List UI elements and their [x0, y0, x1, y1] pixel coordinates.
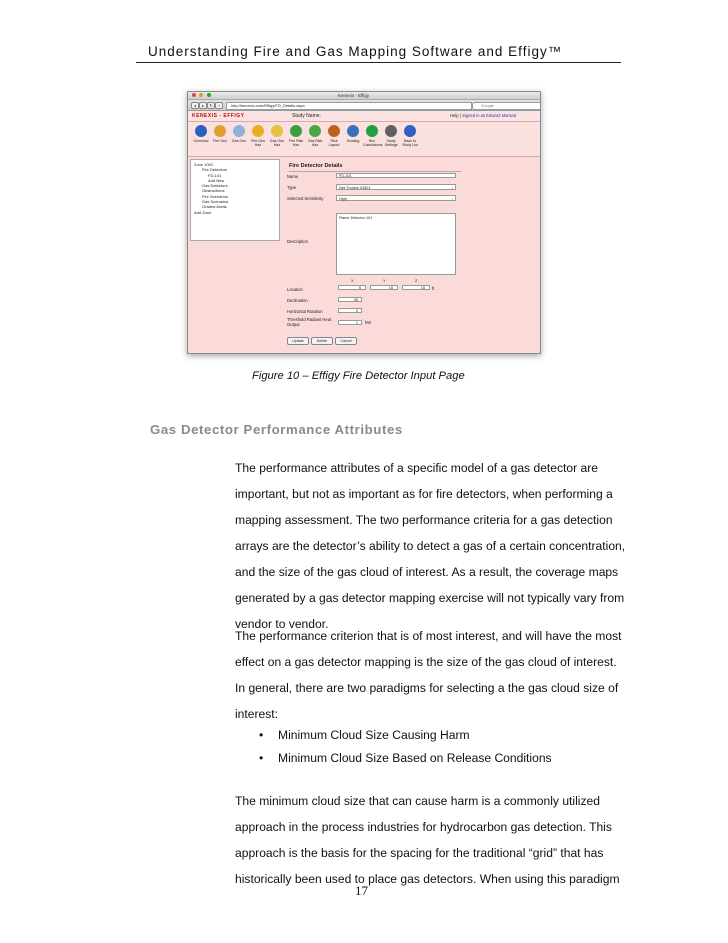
sensitivity-select: High ↕ — [336, 195, 456, 201]
fire-geo-icon — [214, 125, 226, 137]
search-box: Google — [472, 102, 541, 110]
cancel-button: Cancel — [335, 337, 357, 345]
tool-fire-geo: Fire Geo — [211, 125, 229, 143]
study-name-label: Study Name: — [292, 113, 321, 119]
app-header — [188, 111, 540, 122]
back-to-study-list-icon — [404, 125, 416, 137]
fire-geo-haz-icon — [252, 125, 264, 137]
gas-geo-icon — [233, 125, 245, 137]
sensitivity-label: Selected Sensitivity — [287, 196, 324, 201]
tool-gas-risk-haz: Gas Risk Haz — [306, 125, 324, 147]
tree-item: Gas Scenarios — [202, 199, 229, 205]
maximize-dot-icon — [207, 93, 211, 97]
bullet-icon: • — [259, 728, 264, 742]
back-icon: ◂ — [191, 102, 199, 109]
tree-item: Obstructions — [202, 188, 225, 194]
delete-button: Delete — [311, 337, 333, 345]
paragraph-2: The performance criterion that is of most interest, and will have the most effect on a gas detector mapping is the size of the gas cloud of interest. In general, there are two paradigms for selecting a the gas cloud size of interest: — [235, 629, 622, 721]
overview-icon — [195, 125, 207, 137]
paragraph-1: The performance attributes of a specific model of a gas detector are important, but not as important as for fire detectors, when performing a mapping assessment. The two performance criteria for a gas detection arrays are the detector’s ability to detect a gas of a certain concentration, and the size of the gas cloud of interest. As a result, the coverage maps generated by a gas detector mapping exercise will not typically vary from vendor to vendor. — [235, 461, 626, 631]
location-z-field: 15 — [402, 285, 430, 290]
location-x-field: 5 — [338, 285, 366, 290]
name-label: Name — [287, 174, 299, 179]
grading-icon — [347, 125, 359, 137]
type-label: Type — [287, 185, 297, 190]
url-bar: http://kenexis.com/Effigy/FD_Details.aspx — [226, 102, 472, 110]
threshold-unit: kW — [365, 320, 372, 325]
figure-screenshot — [187, 91, 541, 354]
tool-gas-geo-haz: Gas Geo Haz — [268, 125, 286, 147]
axis-z-label: Z — [415, 279, 418, 283]
minimize-dot-icon — [199, 93, 203, 97]
signed-in-text: Signed in as Edward Marszal — [462, 113, 517, 118]
help-label: Help — [450, 113, 459, 118]
tree-item: Add New — [208, 177, 225, 183]
horizontal-rotation-label: Horizontal Rotation — [287, 309, 323, 314]
section-heading: Gas Detector Performance Attributes — [150, 422, 403, 437]
page-number: 17 — [355, 883, 368, 898]
forward-icon: ▸ — [199, 102, 207, 109]
horizontal-rotation-field: 0 — [338, 308, 362, 313]
app-logo: KENEXIS - EFFIGY — [192, 113, 245, 119]
tool-fire-geo-haz: Fire Geo Haz — [249, 125, 267, 147]
figure-caption: Figure 10 – Effigy Fire Detector Input Page — [252, 370, 465, 382]
tool-run-calculations: Run Calculations — [363, 125, 381, 147]
tree-item: Fire Scenarios — [202, 193, 228, 199]
bullet-icon: • — [259, 751, 264, 765]
tool-overview: Overview — [192, 125, 210, 143]
tool-risk-layout: Risk Layout — [325, 125, 343, 147]
description-field: Flame Detector 101 — [336, 213, 456, 275]
browser-navbar — [188, 100, 540, 111]
app-toolbar — [188, 122, 540, 157]
app-content — [188, 157, 540, 353]
zone-tree — [190, 159, 280, 241]
run-calculations-icon — [366, 125, 378, 137]
gas-geo-haz-icon — [271, 125, 283, 137]
declination-field: 45 — [338, 297, 362, 302]
help-and-user: Help | Signed in as Edward Marszal — [450, 113, 517, 118]
declination-label: Declination — [287, 298, 308, 303]
tree-item: FD-101 — [208, 172, 222, 178]
bullet-item-2: • Minimum Cloud Size Based on Release Conditions — [259, 748, 552, 768]
risk-layout-icon — [328, 125, 340, 137]
name-field: FD-101 — [336, 173, 456, 178]
tool-study-settings: Study Settings — [382, 125, 400, 147]
update-button: Update — [287, 337, 309, 345]
browser-titlebar — [188, 92, 540, 100]
description-label: Description — [287, 239, 308, 244]
fire-risk-haz-icon — [290, 125, 302, 137]
location-y-field: 15 — [370, 285, 398, 290]
type-select: Det-Tronics X3301 ↕ — [336, 184, 456, 190]
tree-item: Gas Detectors — [202, 183, 228, 189]
running-header: Understanding Fire and Gas Mapping Software and Effigy™ — [148, 44, 563, 59]
tree-item: Fire Detectors — [202, 167, 228, 173]
threshold-label: Threshold Radiant Heat Output — [287, 317, 332, 327]
add-icon: + — [215, 102, 223, 109]
threshold-field: 1 — [338, 320, 362, 325]
bullet-item-1: • Minimum Cloud Size Causing Harm — [259, 725, 470, 745]
study-settings-icon — [385, 125, 397, 137]
header-rule — [136, 62, 621, 63]
tool-grading: Grading — [344, 125, 362, 143]
gas-risk-haz-icon — [309, 125, 321, 137]
form-divider — [289, 171, 461, 172]
location-label: Location — [287, 287, 303, 292]
tree-item: Graded Areas — [202, 204, 227, 210]
tool-gas-geo: Gas Geo — [230, 125, 248, 143]
close-dot-icon — [192, 93, 196, 97]
location-unit: ft — [432, 286, 435, 291]
tool-back-to-study-list: Back to Study List — [401, 125, 419, 147]
form-title: Fire Detector Details — [289, 163, 343, 169]
axis-y-label: Y — [383, 279, 386, 283]
tree-item: Zone 1001 — [194, 162, 214, 167]
tool-fire-risk-haz: Fire Risk Haz — [287, 125, 305, 147]
tree-item: Add Zone — [194, 209, 212, 215]
paragraph-3: The minimum cloud size that can cause harm is a commonly utilized approach in the process industries for hydrocarbon gas detection. This approach is the basis for the spacing for the traditional “grid” that has historically been used to place gas detectors. When using this paradigm — [235, 794, 620, 886]
axis-x-label: X — [351, 279, 354, 283]
reload-icon: ↻ — [207, 102, 215, 109]
window-title: Kenexis - Effigy — [338, 93, 370, 98]
